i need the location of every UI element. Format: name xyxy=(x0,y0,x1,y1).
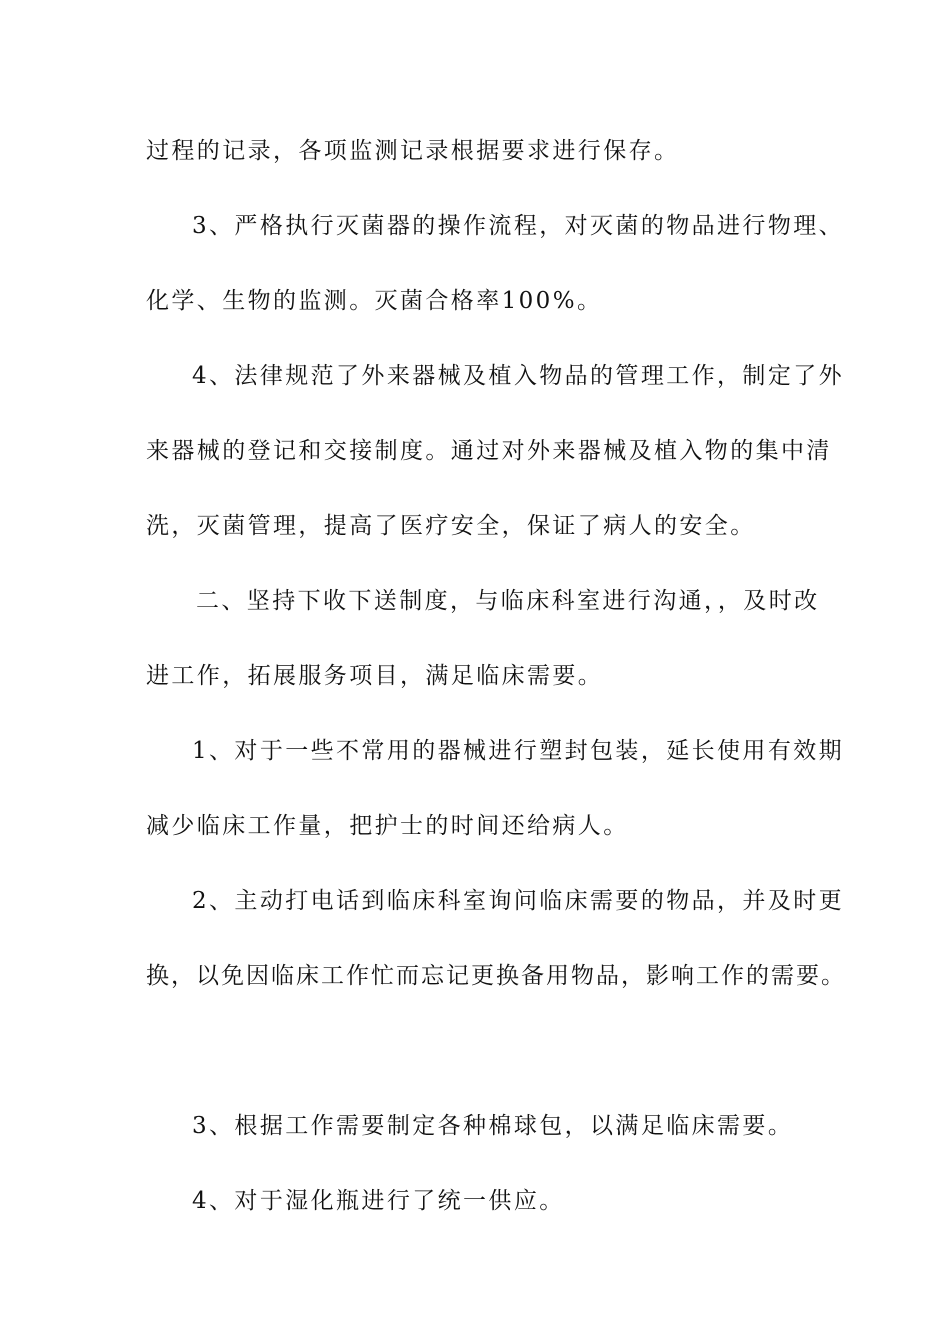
text-line: 进工作，拓展服务项目，满足临床需要。 xyxy=(146,663,604,689)
text-line: 过程的记录，各项监测记录根据要求进行保存。 xyxy=(146,138,680,164)
text-line: 化学、生物的监测。灭菌合格率100%。 xyxy=(146,288,603,314)
text-line: 来器械的登记和交接制度。通过对外来器械及植入物的集中清 xyxy=(146,438,832,464)
text-line: 4、法律规范了外来器械及植入物品的管理工作，制定了外 xyxy=(192,363,845,389)
text-line: 2、主动打电话到临床科室询问临床需要的物品，并及时更 xyxy=(192,888,845,914)
text-line: 减少临床工作量，把护士的时间还给病人。 xyxy=(146,813,629,839)
section-heading: 二、坚持下收下送制度，与临床科室进行沟通，，及时改 xyxy=(196,588,820,614)
text-line: 换，以免因临床工作忙而忘记更换备用物品，影响工作的需要。 xyxy=(146,963,846,989)
text-line: 3、严格执行灭菌器的操作流程，对灭菌的物品进行物理、 xyxy=(192,213,845,239)
text-line: 1、对于一些不常用的器械进行塑封包装，延长使用有效期 xyxy=(192,738,845,764)
text-line: 3、根据工作需要制定各种棉球包，以满足临床需要。 xyxy=(192,1113,794,1139)
text-line: 洗，灭菌管理，提高了医疗安全，保证了病人的安全。 xyxy=(146,513,756,539)
text-line: 4、对于湿化瓶进行了统一供应。 xyxy=(192,1188,565,1214)
